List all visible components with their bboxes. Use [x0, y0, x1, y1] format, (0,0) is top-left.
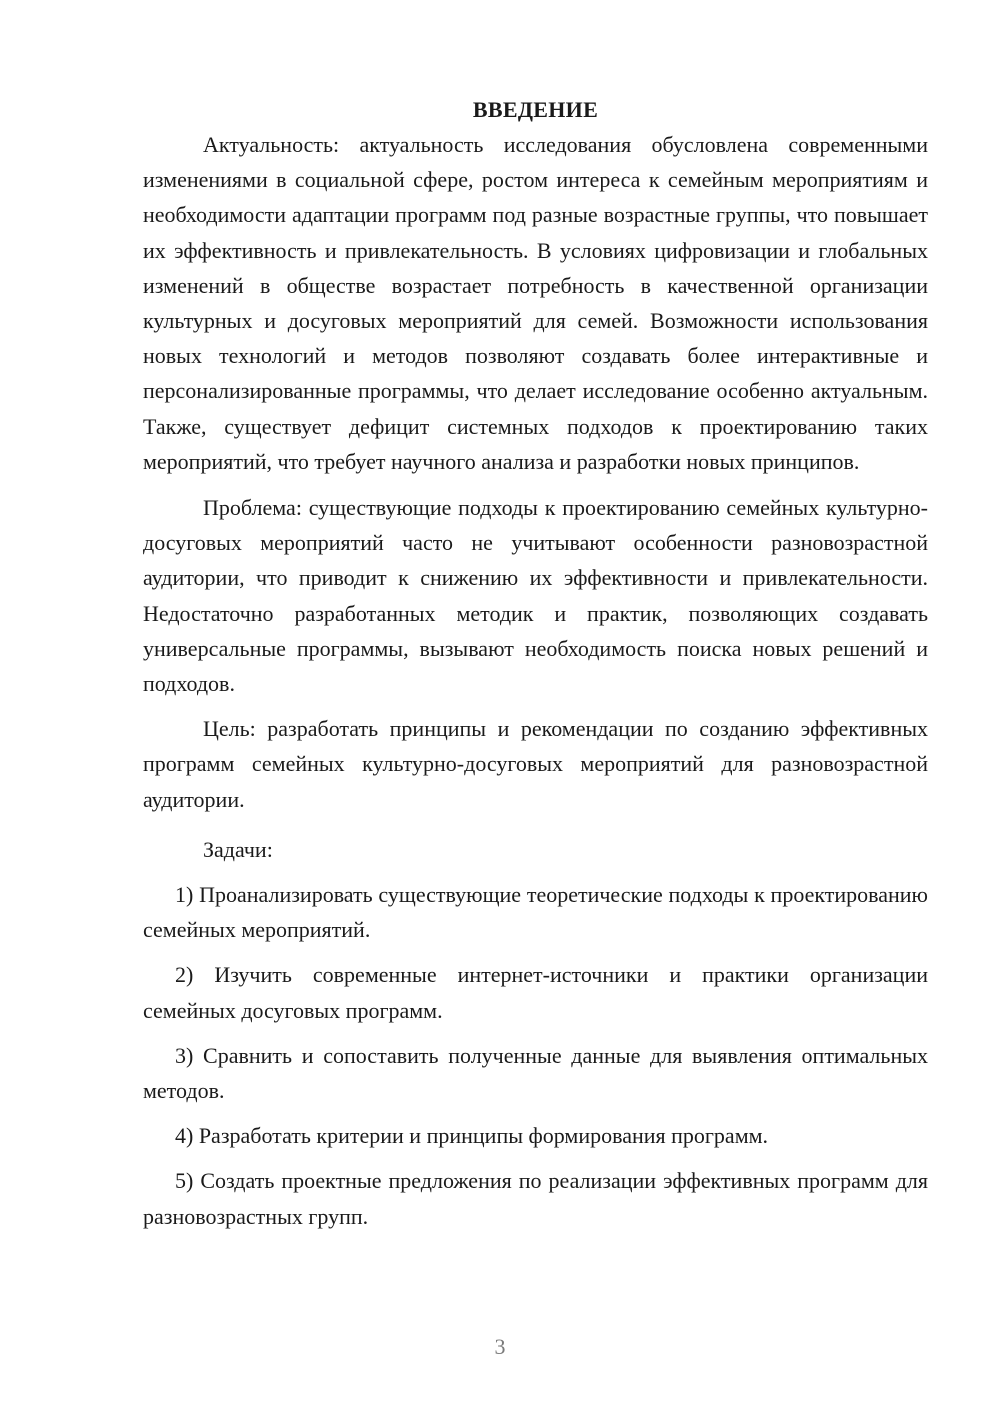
paragraph-goal: Цель: разработать принципы и рекомендации по созданию эффективных программ семейных культурно-досуговых мероприятий для разновозрастной аудитории. [143, 716, 928, 812]
document-page [143, 92, 928, 1234]
task-item-2: 2) Изучить современные интернет-источники и практики организации семейных досуговых программ. [143, 962, 928, 1023]
section-heading: ВВЕДЕНИЕ [472, 97, 599, 122]
page-number: 3 [494, 1334, 506, 1359]
paragraph-relevance: Актуальность: актуальность исследования обусловлена современными изменениями в социальной сфере, ростом интереса к семейным мероприятиям и необходимости адаптации программ под разные возрастные группы, что повышает их эффективность и привлекательность. В условиях цифровизации и глобальных изменений в обществе возрастает потребность в качественной организации культурных и досуговых мероприятий для семей. Возможности использования новых технологий и методов позволяют создавать более интерактивные и персонализированные программы, что делает исследование особенно актуальным. Также, существует дефицит системных подходов к проектированию таких мероприятий, что требует научного анализа и разработки новых принципов. [143, 132, 928, 474]
task-item-5: 5) Создать проектные предложения по реализации эффективных программ для разновозрастных групп. [143, 1168, 928, 1229]
task-item-4: 4) Разработать критерии и принципы формирования программ. [175, 1123, 769, 1149]
tasks-title: Задачи: [203, 836, 273, 862]
paragraph-problem: Проблема: существующие подходы к проектированию семейных культурно-досуговых мероприятий часто не учитывают особенности разновозрастной аудитории, что приводит к снижению их эффективности и привлекательности. Недостаточно разработанных методик и практик, позволяющих создавать универсальные программы, вызывают необходимость поиска новых решений и подходов. [143, 495, 928, 697]
task-item-3: 3) Сравнить и сопоставить полученные данные для выявления оптимальных методов. [143, 1042, 928, 1104]
task-item-1: 1) Проанализировать существующие теоретические подходы к проектированию семейных мероприятий. [143, 882, 928, 943]
